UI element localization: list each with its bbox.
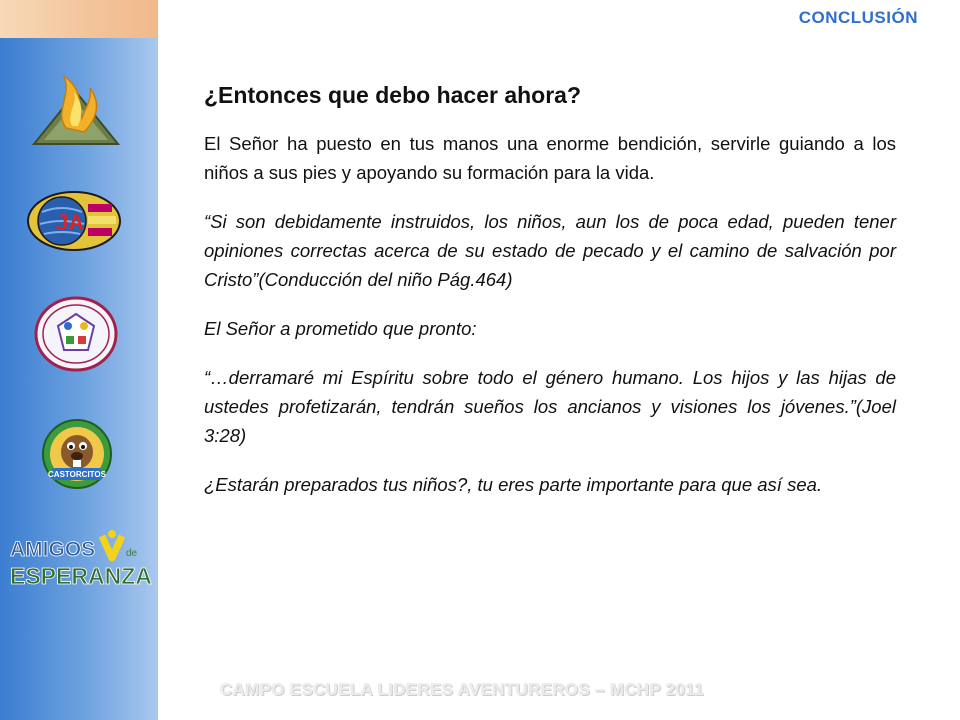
aventureros-club-logo [34,296,118,372]
amigos-de-esperanza-logo [8,528,156,592]
amigos-de: de [126,548,138,559]
paragraph-blessing: El Señor ha puesto en tus manos una enorme bendición, servirle guiando a los niños a sus pies y apoyando su formación para la vida. [204,133,896,183]
adventist-logo [26,70,126,150]
section-title: CONCLUSIÓN [798,8,918,27]
amigos-line2: ESPERANZA [10,563,152,589]
castorcitos-logo [40,418,114,490]
castorcitos-text: CASTORCITOS [48,470,106,479]
ja-logo-text: JA [56,210,85,235]
slide-footer: CAMPO ESCUELA LIDERES AVENTUREROS – MCHP 2011 [220,680,704,699]
sidebar [0,0,158,720]
sidebar-glow [0,0,158,38]
paragraph-promise: El Señor a prometido que pronto: [204,318,477,339]
paragraph-quote: “Si son debidamente instruidos, los niños, aun los de poca edad, pueden tener opiniones correctas acerca de su estado de pecado y el camino de salvación por Cristo”(Conducción del niño Pág.464) [204,211,896,290]
slide-content [204,82,896,519]
amigos-line1: AMIGOS [10,538,96,561]
ja-logo [26,190,122,252]
slide-heading: ¿Entonces que debo hacer ahora? [204,82,582,108]
paragraph-joel: “…derramaré mi Espíritu sobre todo el género humano. Los hijos y las hijas de ustedes profetizarán, tendrán sueños los ancianos y visiones los jóvenes.”(Joel 3:28) [204,367,896,446]
paragraph-question: ¿Estarán preparados tus niños?, tu eres parte importante para que así sea. [204,474,823,495]
